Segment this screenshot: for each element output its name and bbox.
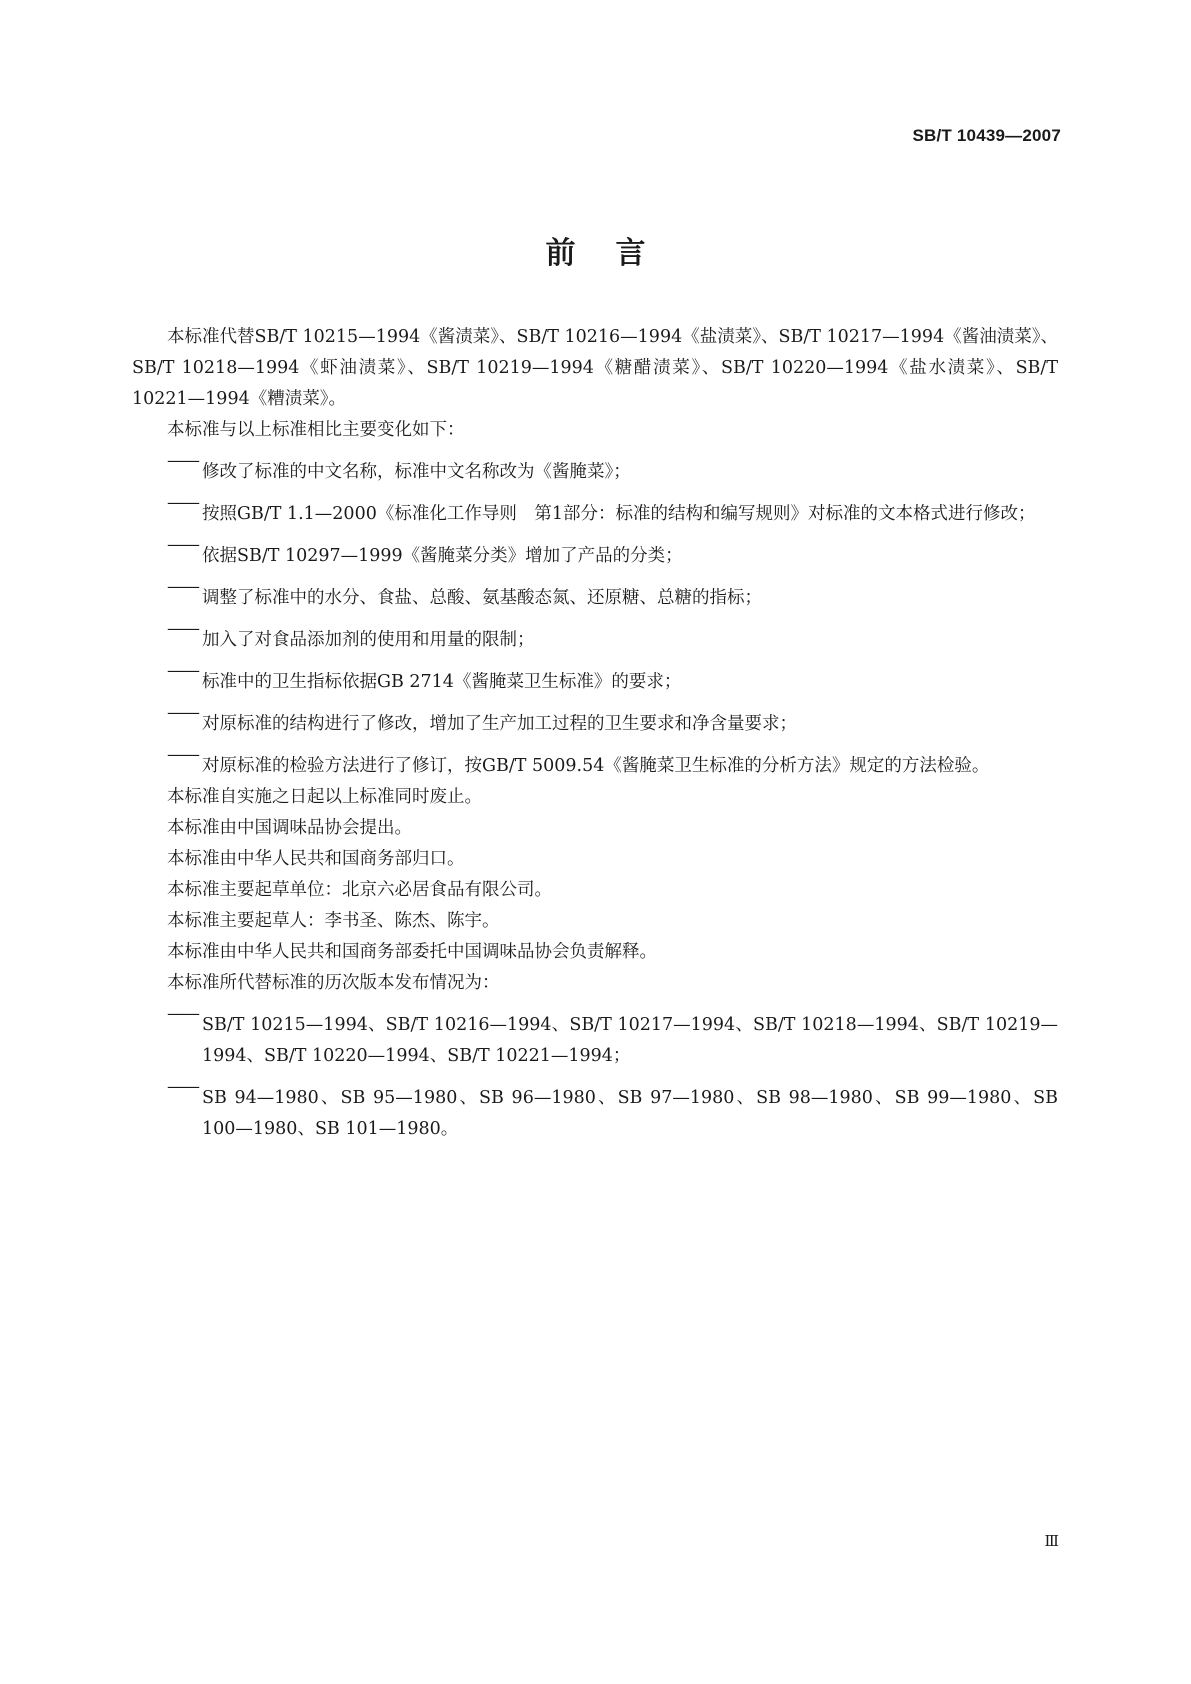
list-item [132,530,1058,572]
changes-intro-paragraph: 本标准与以上标准相比主要变化如下： [167,420,465,440]
list-item [132,656,1058,698]
standard-code: SB/T 10439—2007 [912,126,1061,145]
list-dash: —— [167,661,198,681]
list-dash: —— [167,1077,198,1097]
list-item-text: 标准中的卫生指标依据GB 2714《酱腌菜卫生标准》的要求； [202,672,682,692]
list-item [132,698,1058,740]
changes-list [132,446,1058,782]
list-item-text: 按照GB/T 1.1—2000《标准化工作导则 第1部分：标准的结构和编写规则》对标准的文本格式进行修改； [202,504,1036,524]
list-item-text: 修改了标准的中文名称，标准中文名称改为《酱腌菜》； [202,462,631,482]
interpretation-statement: 本标准由中华人民共和国商务部委托中国调味品协会负责解释。 [167,942,657,962]
list-item [132,999,1058,1072]
page-title: 前言 [545,236,686,271]
drafting-unit-statement: 本标准主要起草单位：北京六必居食品有限公司。 [167,880,552,900]
page-number: Ⅲ [1044,1532,1059,1550]
list-item [132,1072,1058,1145]
list-item [132,572,1058,614]
list-dash: —— [167,493,198,513]
abolish-statement: 本标准自实施之日起以上标准同时废止。 [167,787,482,807]
replacement-paragraph: 本标准代替SB/T 10215—1994《酱渍菜》、SB/T 10216—1994《盐渍菜》、SB/T 10217—1994《酱油渍菜》、SB/T 10218—1994《虾油渍菜》、SB/T 10219—1994《糖醋渍菜》、SB/T 10220—1994《盐水渍菜》、SB/T 10221—1994《糟渍菜》。 [132,327,1058,409]
list-item-text: 依据SB/T 10297—1999《酱腌菜分类》增加了产品的分类； [202,546,683,566]
proposer-statement: 本标准由中国调味品协会提出。 [167,818,412,838]
list-item-text: SB 94—1980、SB 95—1980、SB 96—1980、SB 97—1980、SB 98—1980、SB 99—1980、SB 100—1980、SB 101—1980。 [202,1088,1058,1139]
list-item-text: 对原标准的结构进行了修改，增加了生产加工过程的卫生要求和净含量要求； [202,714,797,734]
list-item [132,446,1058,488]
drafters-statement: 本标准主要起草人：李书圣、陈杰、陈宇。 [167,911,500,931]
list-item [132,740,1058,782]
list-item-text: SB/T 10215—1994、SB/T 10216—1994、SB/T 10217—1994、SB/T 10218—1994、SB/T 10219—1994、SB/T 10220—1994、SB/T 10221—1994； [202,1015,1058,1066]
centralized-statement: 本标准由中华人民共和国商务部归口。 [167,849,465,869]
list-dash: —— [167,1004,198,1024]
list-dash: —— [167,535,198,555]
list-dash: —— [167,577,198,597]
list-item-text: 对原标准的检验方法进行了修订，按GB/T 5009.54《酱腌菜卫生标准的分析方法》规定的方法检验。 [202,756,990,776]
history-intro-statement: 本标准所代替标准的历次版本发布情况为： [167,973,500,993]
list-item-text: 调整了标准中的水分、食盐、总酸、氨基酸态氮、还原糖、总糖的指标； [202,588,762,608]
list-dash: —— [167,745,198,765]
list-item [132,488,1058,530]
list-item-text: 加入了对食品添加剂的使用和用量的限制； [202,630,535,650]
list-dash: —— [167,619,198,639]
list-item [132,614,1058,656]
list-dash: —— [167,451,198,471]
list-dash: —— [167,703,198,723]
foreword-body [132,322,1058,1145]
history-list [132,999,1058,1145]
